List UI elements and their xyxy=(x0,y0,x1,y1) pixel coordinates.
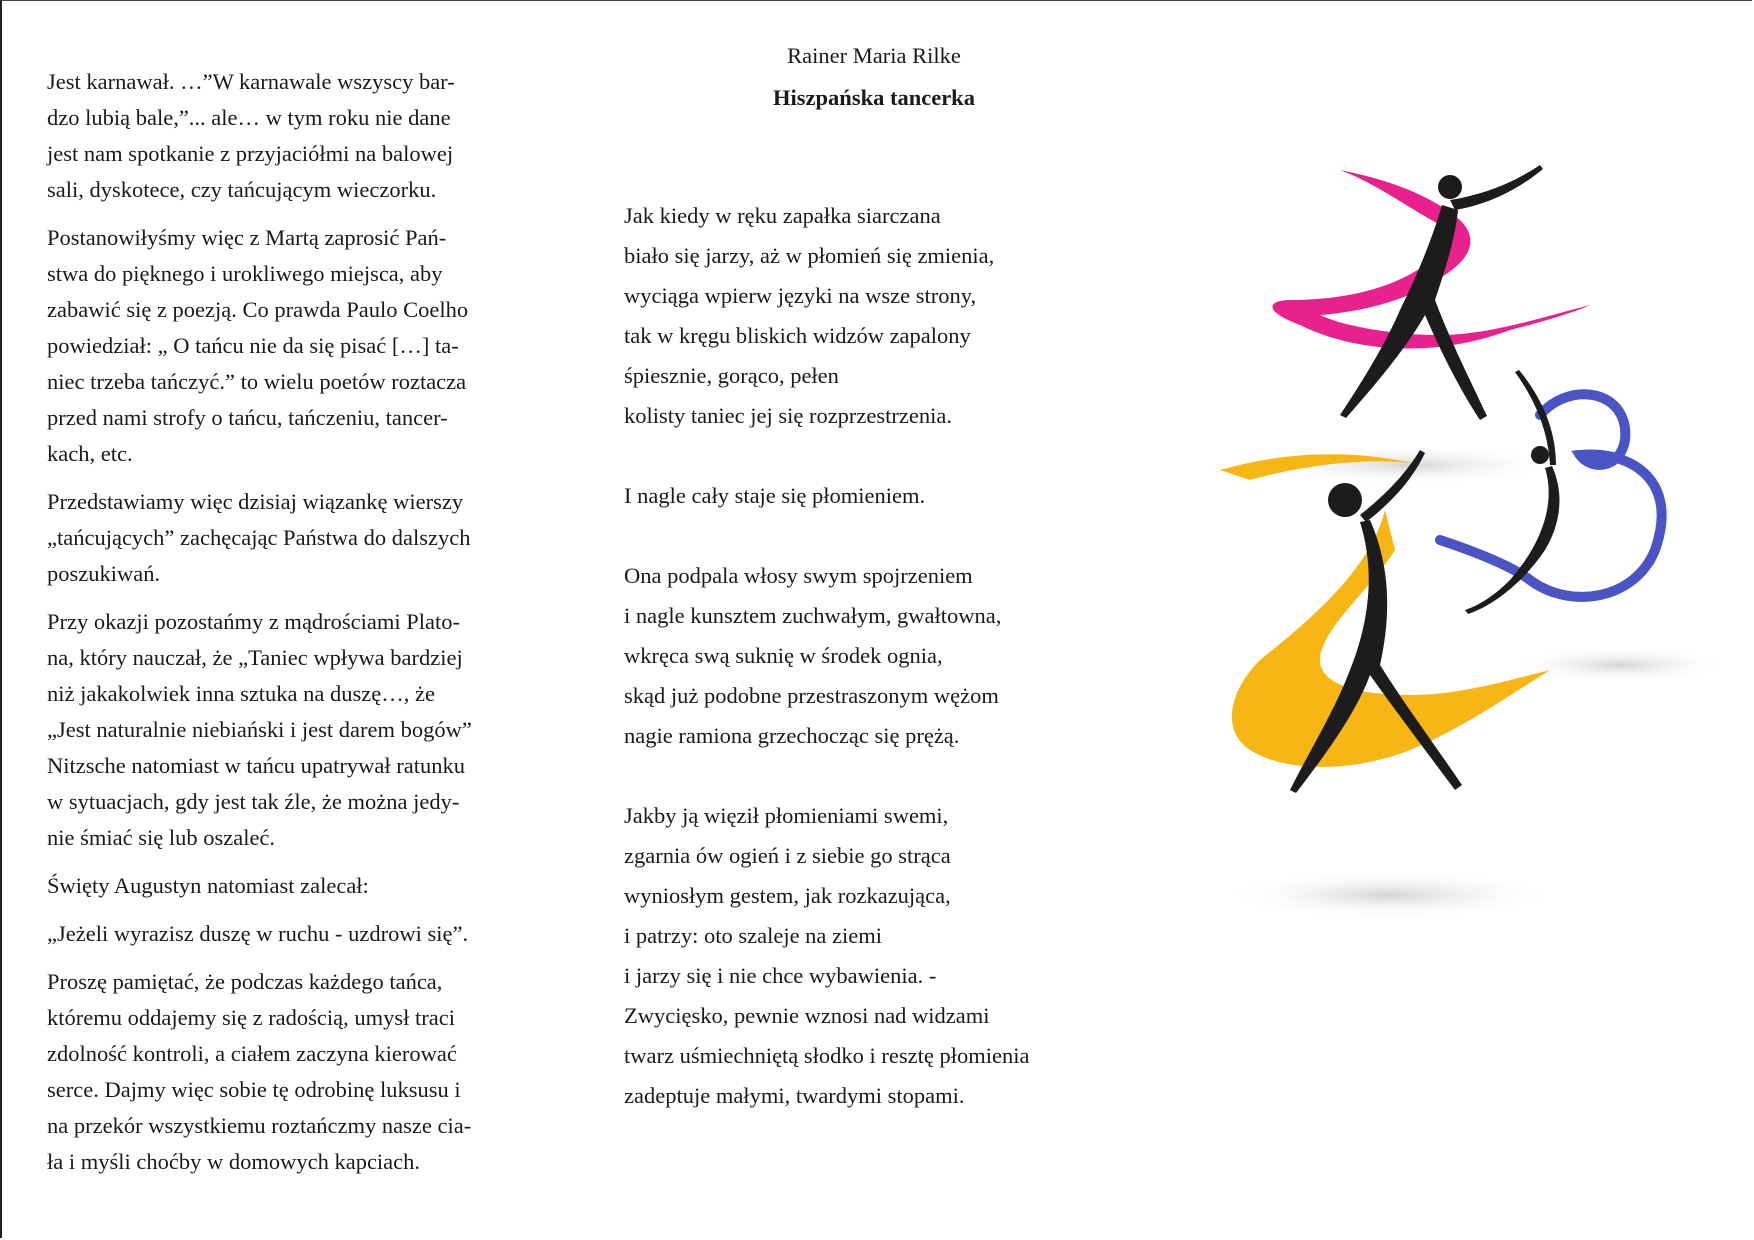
intro-paragraph-3: Przedstawiamy więc dzisiaj wiązankę wierszy „tańcujących” zachęcając Państwa do dalszych poszukiwań. xyxy=(47,489,471,586)
poem-body xyxy=(624,196,1144,1116)
poem-line: biało się jarzy, aż w płomień się zmienia, xyxy=(624,243,995,268)
poem-line: kolisty taniec jej się rozprzestrzenia. xyxy=(624,403,952,428)
poem-title: Hiszpańska tancerka xyxy=(773,85,975,110)
poem-line: Jak kiedy w ręku zapałka siarczana xyxy=(624,203,941,228)
poem-line: twarz uśmiechniętą słodko i resztę płomienia xyxy=(624,1043,1030,1068)
yellow-dress xyxy=(1232,510,1550,767)
poem-line: wyniosłym gestem, jak rozkazująca, xyxy=(624,883,951,908)
poem-stanza-1 xyxy=(624,196,1144,436)
intro-paragraph-1: Jest karnawał. …”W karnawale wszyscy bar- dzo lubią bale,”... ale… w tym roku nie dane jest nam spotkanie z przyjaciółmi na balowej sali, dyskotece, czy tańcującym wieczorku. xyxy=(47,69,455,202)
poem-column xyxy=(624,36,1144,1156)
poem-line: Jakby ją więził płomieniami swemi, xyxy=(624,803,949,828)
intro-paragraph-2: Postanowiłyśmy więc z Martą zaprosić Pań- stwa do pięknego i urokliwego miejsca, aby zabawić się z poezją. Co prawda Paulo Coelho powiedział: „ O tańcu nie da się pisać […] ta- niec trzeba tańczyć.” to wielu poetów roztacza przed nami strofy o tańcu, tańczeniu, tancer- kach, etc. xyxy=(47,225,469,466)
poem-line: Ona podpala włosy swym spojrzeniem xyxy=(624,563,973,588)
poem-stanza-3 xyxy=(624,556,1144,756)
pink-dancer xyxy=(1273,165,1591,420)
poem-line: i jarzy się i nie chce wybawienia. - xyxy=(624,963,937,988)
poem-line: śpiesznie, gorąco, pełen xyxy=(624,363,839,388)
poem-line: tak w kręgu bliskich widzów zapalony xyxy=(624,323,971,348)
yellow-dancer xyxy=(1220,450,1550,793)
shadow-yellow-dancer xyxy=(1220,871,1560,919)
intro-column xyxy=(47,64,525,1192)
poem-line: wkręca swą suknię w środek ognia, xyxy=(624,643,943,668)
intro-paragraph-5: Święty Augustyn natomiast zalecał: xyxy=(47,873,369,898)
intro-paragraph-7: Proszę pamiętać, że podczas każdego tańca, któremu oddajemy się z radością, umysł traci zdolność kontroli, a ciałem zaczyna kierować serce. Dajmy więc sobie tę odrobinę luksusu i na przekór wszystkiemu roztańczmy nasze cia- ła i myśli choćby w domowych kapciach. xyxy=(47,969,472,1174)
poem-line: I nagle cały staje się płomieniem. xyxy=(624,483,926,508)
shadow-blue-dancer xyxy=(1510,647,1730,683)
blue-dancer-head xyxy=(1531,446,1549,464)
pink-dancer-head xyxy=(1438,175,1462,199)
poem-line: zadeptuje małymi, twardymi stopami. xyxy=(624,1083,965,1108)
poem-line: wyciąga wpierw języki na wsze strony, xyxy=(624,283,977,308)
poem-line: i patrzy: oto szaleje na ziemi xyxy=(624,923,883,948)
intro-paragraph-6: „Jeżeli wyrazisz duszę w ruchu - uzdrowi się”. xyxy=(47,921,469,946)
poem-author: Rainer Maria Rilke xyxy=(787,43,961,68)
poem-stanza-4 xyxy=(624,796,1144,1116)
poem-line: Zwycięsko, pewnie wznosi nad widzami xyxy=(624,1003,990,1028)
poem-line: zgarnia ów ogień i z siebie go strąca xyxy=(624,843,951,868)
poem-line: i nagle kunsztem zuchwałym, gwałtowna, xyxy=(624,603,1002,628)
poem-stanza-2 xyxy=(624,476,1144,516)
pink-dancer-arm xyxy=(1450,165,1543,210)
poem-line: nagie ramiona grzechocząc się prężą. xyxy=(624,723,960,748)
poem-line: skąd już podobne przestraszonym wężom xyxy=(624,683,999,708)
dancers-illustration xyxy=(1210,150,1730,940)
yellow-dancer-head xyxy=(1328,483,1362,517)
intro-paragraph-4: Przy okazji pozostańmy z mądrościami Plato- na, który nauczał, że „Taniec wpływa bardziej niż jakakolwiek inna sztuka na duszę…, że „Jest naturalnie niebiański i jest darem bogów” Nitzsche natomiast w tańcu upatrywał ratunku w sytuacjach, gdy jest tak źle, że można jedy- nie śmiać się lub oszaleć. xyxy=(47,609,472,850)
